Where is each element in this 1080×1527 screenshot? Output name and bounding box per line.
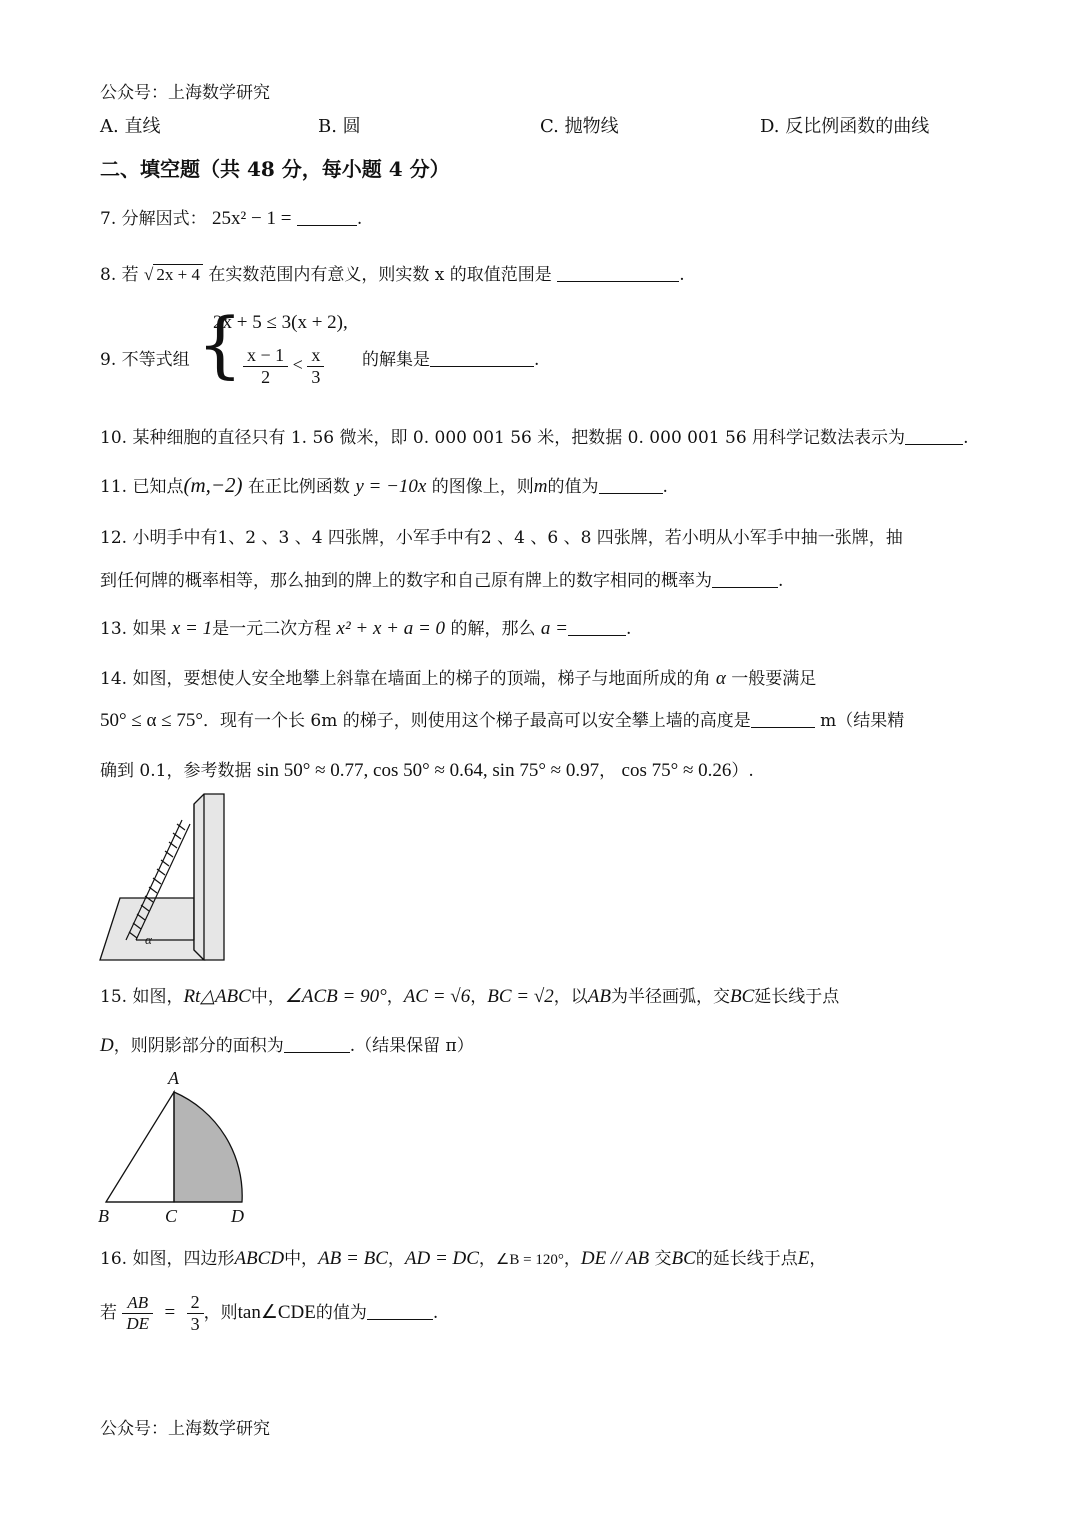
q11-mid: 在正比例函数 xyxy=(247,477,350,497)
q15-line2-end: .（结果保留 π） xyxy=(349,1036,474,1056)
q13-mid: 是一元二次方程 xyxy=(212,619,332,639)
q13-post: 的解，那么 xyxy=(450,619,536,639)
q15-triangle: Rt△ABC xyxy=(183,986,251,1007)
q15-bc: BC = √2 xyxy=(487,986,554,1007)
q13-number: 13. xyxy=(100,619,128,639)
q9-line1: 2x + 5 ≤ 3(x + 2), xyxy=(213,312,348,333)
q16-line2b: ，则 xyxy=(203,1303,238,1323)
label-b: B xyxy=(98,1206,109,1226)
q14-line3c: ， xyxy=(599,761,617,781)
q16-quad: ABCD xyxy=(234,1248,285,1269)
question-13: 13. 如果 x = 1是一元二次方程 x² + x + a = 0 的解，那么 a = . xyxy=(100,618,632,639)
q11-post: 的图像上，则 xyxy=(431,477,534,497)
q16-blank[interactable] xyxy=(367,1302,433,1320)
alpha-label: α xyxy=(145,932,152,947)
q14-range: 50° ≤ α ≤ 75° xyxy=(100,710,204,731)
ladder-wall-figure xyxy=(96,790,231,965)
q10-blank[interactable] xyxy=(905,427,963,445)
q13-equation: x² + x + a = 0 xyxy=(336,618,446,639)
q16-parallel: DE // AB xyxy=(580,1248,650,1269)
q10-number: 10. xyxy=(100,428,128,448)
q14-alpha: α xyxy=(715,668,726,689)
q9-post: 的解集是 . xyxy=(362,350,540,370)
label-d: D xyxy=(231,1206,244,1226)
q15-d: D xyxy=(100,1035,114,1056)
q16-eq1: AB = BC xyxy=(318,1248,388,1269)
q15-blank[interactable] xyxy=(284,1035,350,1053)
q14-ref-cos75: cos 75° ≈ 0.26 xyxy=(621,760,732,781)
q16-value: $\frac{2}{3}$ xyxy=(187,1292,204,1335)
q11-point: (m,−2) xyxy=(183,473,243,497)
q16-line1b: 中， xyxy=(284,1249,319,1269)
q15-bc2: BC xyxy=(729,986,755,1007)
option-c: C. 抛物线 xyxy=(540,116,619,137)
q16-fraction: $\frac{AB}{DE}$ xyxy=(122,1293,153,1334)
label-a: A xyxy=(168,1068,179,1088)
question-14-line3 xyxy=(100,756,754,782)
section-title: 二、填空题（共 48 分，每小题 4 分） xyxy=(100,157,450,181)
q9-blank[interactable] xyxy=(430,349,534,367)
q12-blank[interactable] xyxy=(712,570,778,588)
question-11: 11. 已知点(m,−2) 在正比例函数 y = −10x 的图像上，则m的值为 . xyxy=(100,473,668,497)
q14-line1b: 一般要满足 xyxy=(731,669,817,689)
q14-line2b: ．现有一个长 6m 的梯子，则使用这个梯子最高可以安全攀上墙的高度是 xyxy=(203,711,751,731)
q14-blank[interactable] xyxy=(751,710,815,728)
q16-e: E xyxy=(797,1248,810,1269)
q9-number: 9. xyxy=(100,350,117,370)
q16-line1c: 交 xyxy=(654,1249,672,1269)
q16-angle: ∠B = 120° xyxy=(495,1252,564,1268)
q11-pre: 已知点 xyxy=(132,477,184,497)
q8-radicand: 2x + 4 xyxy=(153,264,203,284)
q16-line1a: 如图，四边形 xyxy=(132,1249,235,1269)
q16-line1d: 的延长线于点 xyxy=(695,1249,798,1269)
q14-number: 14. xyxy=(100,669,128,689)
question-10: 10. 某种细胞的直径只有 1. 56 微米，即 0. 000 001 56 米，把数据 0. 000 001 56 用科学记数法表示为 . xyxy=(100,428,969,448)
question-16-line2: 若 $\frac{AB}{DE}$ = $\frac{2}{3}$ ，则tan∠CDE的值为 . xyxy=(100,1292,439,1334)
question-8: 8. 若 √ 2x + 4 在实数范围内有意义，则实数 x 的取值范围是 . xyxy=(100,265,685,285)
q16-line2a: 若 xyxy=(100,1303,117,1323)
wall-block xyxy=(194,794,224,960)
q7-text: 分解因式： xyxy=(121,209,207,229)
q8-pre: 若 xyxy=(121,265,139,285)
q15-line1c: ，以 xyxy=(553,987,588,1007)
q13-blank[interactable] xyxy=(568,618,626,636)
ground-plane xyxy=(100,898,204,960)
q15-line1a: 如图， xyxy=(132,987,184,1007)
option-d: D. 反比例函数的曲线 xyxy=(760,116,930,137)
q10-text: 某种细胞的直径只有 1. 56 微米，即 0. 000 001 56 米，把数据 0. 000 001 56 用科学记数法表示为 xyxy=(132,428,906,448)
question-9-label xyxy=(100,345,190,370)
q7-expression: 25x² − 1 = xyxy=(212,208,292,229)
q7-blank[interactable] xyxy=(297,208,357,226)
q7-number: 7. xyxy=(100,209,117,229)
q12-number: 12. xyxy=(100,528,128,548)
q15-ac: AC = √6 xyxy=(403,986,471,1007)
q8-post: 在实数范围内有意义，则实数 x 的取值范围是 xyxy=(208,265,552,285)
question-16-line1: 16. 如图，四边形ABCD中，AB = BC，AD = DC，∠B = 120°，DE // AB 交BC的延长线于点E， xyxy=(100,1248,827,1269)
q11-var: m xyxy=(533,476,548,497)
q15-line2: ，则阴影部分的面积为 xyxy=(113,1036,284,1056)
question-15-line1: 15. 如图，Rt△ABC中，∠ACB = 90°，AC = √6，BC = √2，以AB为半径画弧，交BC延长线于点 xyxy=(100,986,840,1007)
q15-angle: ∠ACB = 90° xyxy=(284,986,387,1007)
q11-function: y = −10x xyxy=(355,476,427,497)
q16-bc: BC xyxy=(671,1248,696,1269)
question-14-line2 xyxy=(100,706,904,732)
q12-line1: 小明手中有1、2 、3 、4 四张牌，小军手中有2 、4 、6 、8 四张牌，若小明从小军手中抽一张牌，抽 xyxy=(132,528,903,548)
q8-number: 8. xyxy=(100,265,117,285)
q11-number: 11. xyxy=(100,477,128,497)
q9-less-than: < xyxy=(292,354,303,375)
watermark-top: 公众号：上海数学研究 xyxy=(100,83,270,103)
q14-ref-values: sin 50° ≈ 0.77, cos 50° ≈ 0.64, sin 75° ≈ 0.97 xyxy=(256,760,600,781)
q16-line2c: 的值为 xyxy=(315,1303,367,1323)
q13-pre: 如果 xyxy=(132,619,167,639)
q8-radical: √ 2x + 4 xyxy=(144,264,203,284)
shaded-region xyxy=(174,1092,242,1202)
watermark-bottom: 公众号：上海数学研究 xyxy=(100,1419,270,1439)
q9-text: 不等式组 xyxy=(121,350,190,370)
q8-blank[interactable] xyxy=(557,264,679,282)
q9-line2 xyxy=(243,345,324,388)
question-12-line1 xyxy=(100,523,903,548)
q14-line2c: m（结果精 xyxy=(820,711,905,731)
question-7: 7. 分解因式： 25x² − 1 = . xyxy=(100,208,363,229)
q9-fraction-2: $\frac{x}{3}$ xyxy=(307,345,324,388)
q13-condition: x = 1 xyxy=(171,618,213,639)
q14-line3e: ）. xyxy=(731,761,754,781)
option-a: A. 直线 xyxy=(100,116,161,137)
q12-line2: 到任何牌的概率相等，那么抽到的牌上的数字和自己原有牌上的数字相同的概率为 xyxy=(100,571,712,591)
question-12-line2: 到任何牌的概率相等，那么抽到的牌上的数字和自己原有牌上的数字相同的概率为 . xyxy=(100,571,784,591)
q15-ab: AB xyxy=(587,986,611,1007)
q11-end: 的值为 xyxy=(547,477,599,497)
q16-eq2: AD = DC xyxy=(404,1248,479,1269)
q15-line1b: 中， xyxy=(250,987,285,1007)
q11-blank[interactable] xyxy=(599,476,663,494)
q14-line1: 如图，要想使人安全地攀上斜靠在墙面上的梯子的顶端，梯子与地面所成的角 xyxy=(132,669,711,689)
q16-tan: tan∠CDE xyxy=(237,1302,316,1323)
q9-brace-icon: { xyxy=(197,302,243,386)
q15-line1d: 为半径画弧，交 xyxy=(610,987,730,1007)
triangle-arc-figure xyxy=(94,1066,254,1228)
q15-line1e: 延长线于点 xyxy=(754,987,840,1007)
question-14-line1 xyxy=(100,664,816,690)
label-c: C xyxy=(165,1206,178,1226)
q13-ask: a = xyxy=(540,618,568,639)
q15-number: 15. xyxy=(100,987,128,1007)
q9-fraction-1: $\frac{x - 1}{2}$ xyxy=(243,345,288,388)
triangle-abc xyxy=(106,1092,174,1202)
q16-number: 16. xyxy=(100,1249,128,1269)
question-15-line2 xyxy=(100,1031,474,1057)
option-b: B. 圆 xyxy=(318,116,361,137)
q16-equals: = xyxy=(164,1302,176,1323)
q14-line3a: 确到 0.1，参考数据 xyxy=(100,761,252,781)
